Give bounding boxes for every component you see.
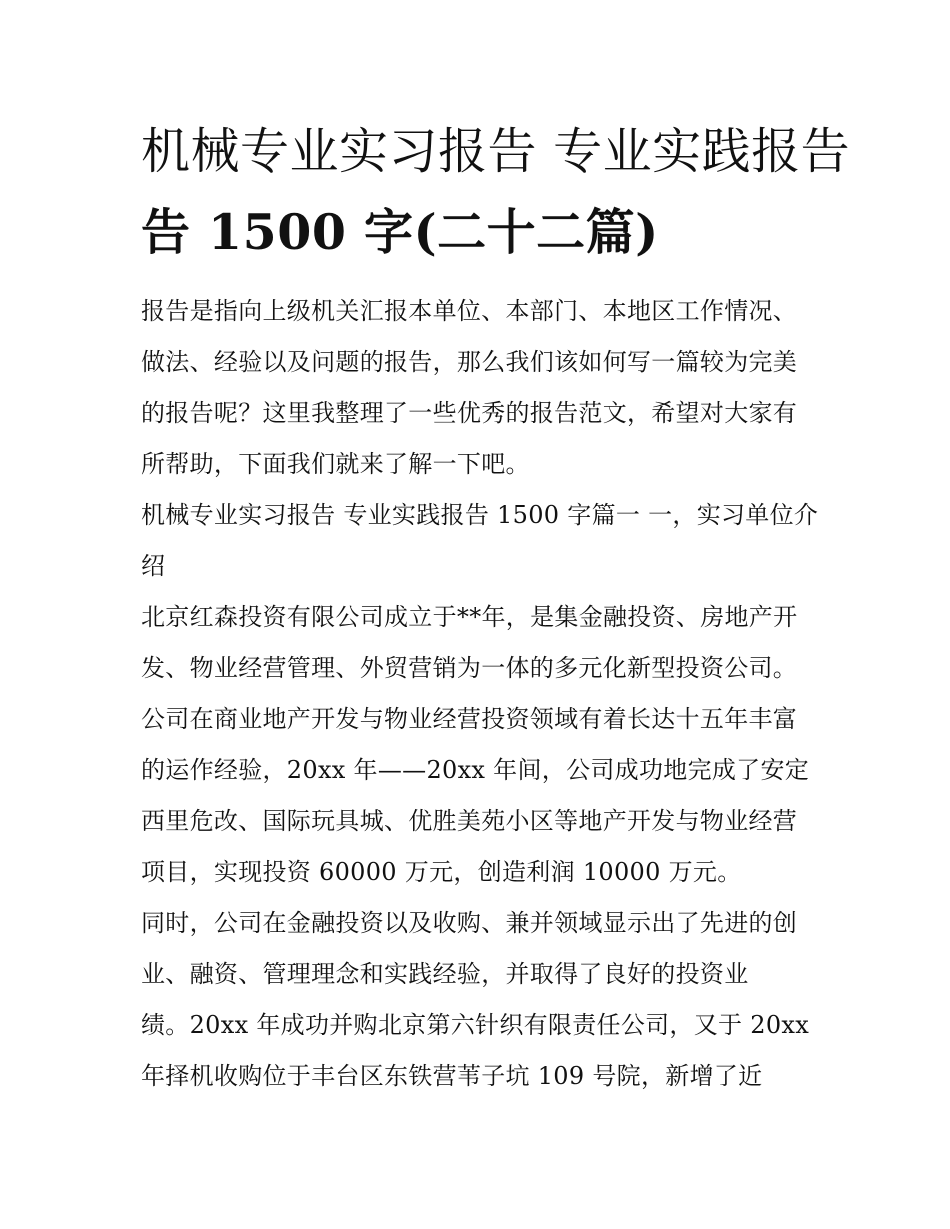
text-line: 同时，公司在金融投资以及收购、兼并领域显示出了先进的创 [141, 909, 798, 937]
text-line: 机械专业实习报告 专业实践报告 1500 字篇一 一，实习单位介 [141, 501, 819, 529]
text-line: 公司在商业地产开发与物业经营投资领域有着长达十五年丰富 [141, 705, 798, 733]
text-line: 西里危改、国际玩具城、优胜美苑小区等地产开发与物业经营 [141, 807, 798, 835]
text-line: 所帮助，下面我们就来了解一下吧。 [141, 450, 530, 478]
paragraph-intro [141, 286, 813, 490]
document-title [141, 112, 851, 272]
text-line: 绩。20xx 年成功并购北京第六针织有限责任公司，又于 20xx [141, 1011, 810, 1039]
document-content [141, 112, 851, 1102]
text-line: 报告是指向上级机关汇报本单位、本部门、本地区工作情况、 [141, 297, 798, 325]
paragraph-company-investment [141, 898, 813, 1102]
text-line: 年择机收购位于丰台区东铁营苇子坑 109 号院，新增了近 [141, 1062, 763, 1090]
text-line: 业、融资、管理理念和实践经验，并取得了良好的投资业 [141, 960, 749, 988]
paragraph-company-intro [141, 592, 813, 898]
text-line: 绍 [141, 552, 166, 580]
text-line: 的运作经验，20xx 年——20xx 年间，公司成功地完成了安定 [141, 756, 810, 784]
text-line: 做法、经验以及问题的报告，那么我们该如何写一篇较为完美 [141, 348, 798, 376]
text-line: 的报告呢？这里我整理了一些优秀的报告范文，希望对大家有 [141, 399, 798, 427]
document-body [141, 286, 819, 1102]
text-line: 发、物业经营管理、外贸营销为一体的多元化新型投资公司。 [141, 654, 798, 682]
text-line: 项目，实现投资 60000 万元，创造利润 10000 万元。 [141, 858, 742, 886]
title-line: 机械专业实习报告 专业实践报告 [141, 123, 851, 180]
title-line: 告 1500 字(二十二篇) [141, 203, 659, 261]
text-line: 北京红森投资有限公司成立于**年，是集金融投资、房地产开 [141, 603, 798, 631]
paragraph-section-heading [141, 490, 819, 592]
